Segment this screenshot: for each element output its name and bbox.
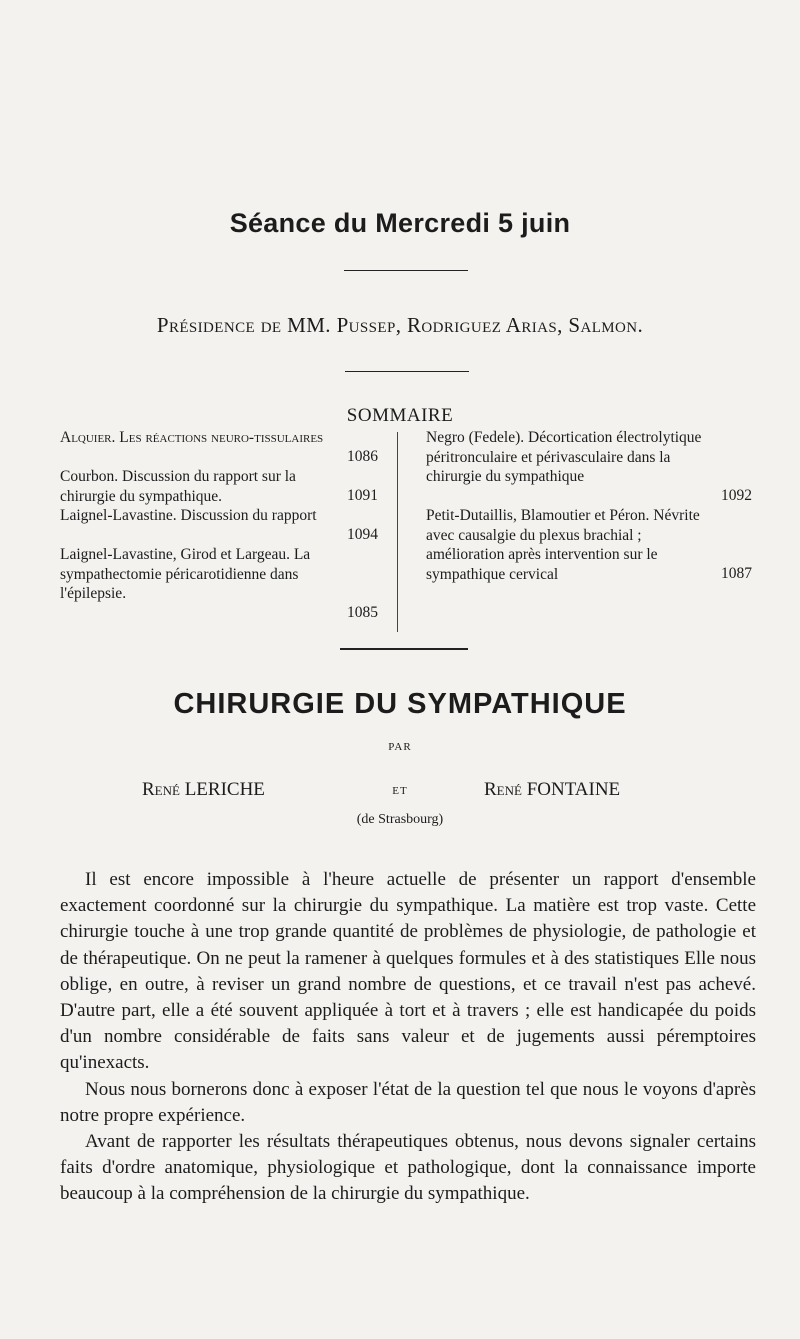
author-2 (484, 779, 620, 801)
summary-entry-text: Courbon. Discussion du rapport sur la chirurgie du sympathique. (60, 468, 296, 505)
title-rule (344, 270, 468, 271)
session-title: Séance du Mercredi 5 juin (229, 208, 571, 238)
paragraph: Avant de rapporter les résultats thérapeutiques obtenus, nous devons signaler certains faits d'ordre anatomique, physiologique et pathologique, dont la connaissance importe beaucoup à la compréhension de la chirurgie du sympathique. (60, 1131, 756, 1205)
summary-entry (60, 506, 378, 545)
summary-entry (426, 428, 752, 506)
summary-entry-text: Negro (Fedele). Décortication électrolytique péritronculaire et périvasculaire dans la chirurgie du sympathique (426, 429, 702, 486)
summary-entry-page: 1091 (347, 487, 378, 505)
article-by: PAR (388, 741, 412, 753)
summary-entry-page: 1085 (347, 604, 378, 622)
summary-entry-page: 1092 (721, 487, 752, 505)
presidency-line (0, 313, 800, 338)
author-affiliation: (de Strasbourg) (356, 812, 444, 827)
summary-entry (60, 428, 378, 467)
summary-entry-text: Petit-Dutaillis, Blamoutier et Péron. Névrite avec causalgie du plexus brachial ; amélioration après intervention sur le sympathique cervical (426, 507, 700, 583)
article-and: ET (392, 785, 408, 797)
author-1-name: René LERICHE (142, 779, 265, 800)
summary-entry (426, 506, 752, 584)
paragraph: Il est encore impossible à l'heure actuelle de présenter un rapport d'ensemble exactement coordonné sur la chirurgie du sympathique. La matière est trop vaste. Cette chirurgie touche à une trop grande quantité de problèmes de physiologie, de pathologie et de thérapeutique. On ne peut la ramener à quelques formules et à des statistiques Elle nous oblige, en outre, à reviser un grand nombre de questions, et ce travail n'est pas achevé. D'autre part, elle a été souvent appliquée à tort et à travers ; elle est handicapée du poids d'un nombre considérable de faits sans valeur et de jugements aussi péremptoires qu'inexacts. (60, 869, 756, 1074)
summary-entry (60, 467, 378, 506)
article-title: CHIRURGIE DU SYMPATHIQUE (173, 688, 627, 720)
summary-bottom-rule (340, 648, 468, 650)
summary-title: SOMMAIRE (346, 405, 454, 426)
summary-entry-text: Laignel-Lavastine, Girod et Largeau. La sympathectomie péricarotidienne dans l'épilepsie. (60, 546, 311, 603)
summary-entry-page: 1087 (721, 565, 752, 583)
summary-right-column (426, 428, 752, 584)
author-2-name: René FONTAINE (484, 779, 621, 800)
summary-left-column (60, 428, 378, 623)
presidency-prefix: Présidence de (156, 313, 282, 337)
summary-entry-page: 1086 (347, 448, 378, 466)
summary-entry (60, 545, 378, 623)
summary-entry-text: Laignel-Lavastine. Discussion du rapport (60, 507, 317, 524)
presidency-names: MM. Pussep, Rodriguez Arias, Salmon. (287, 313, 644, 337)
paragraph: Nous nous bornerons donc à exposer l'état de la question tel que nous le voyons d'après notre propre expérience. (60, 1078, 756, 1126)
summary-entry-text: Alquier. Les réactions neuro-tissulaires (60, 429, 324, 446)
summary-entry-page: 1094 (347, 526, 378, 544)
summary-divider (397, 432, 398, 632)
presidency-rule (345, 371, 469, 372)
article-body (60, 867, 756, 1208)
